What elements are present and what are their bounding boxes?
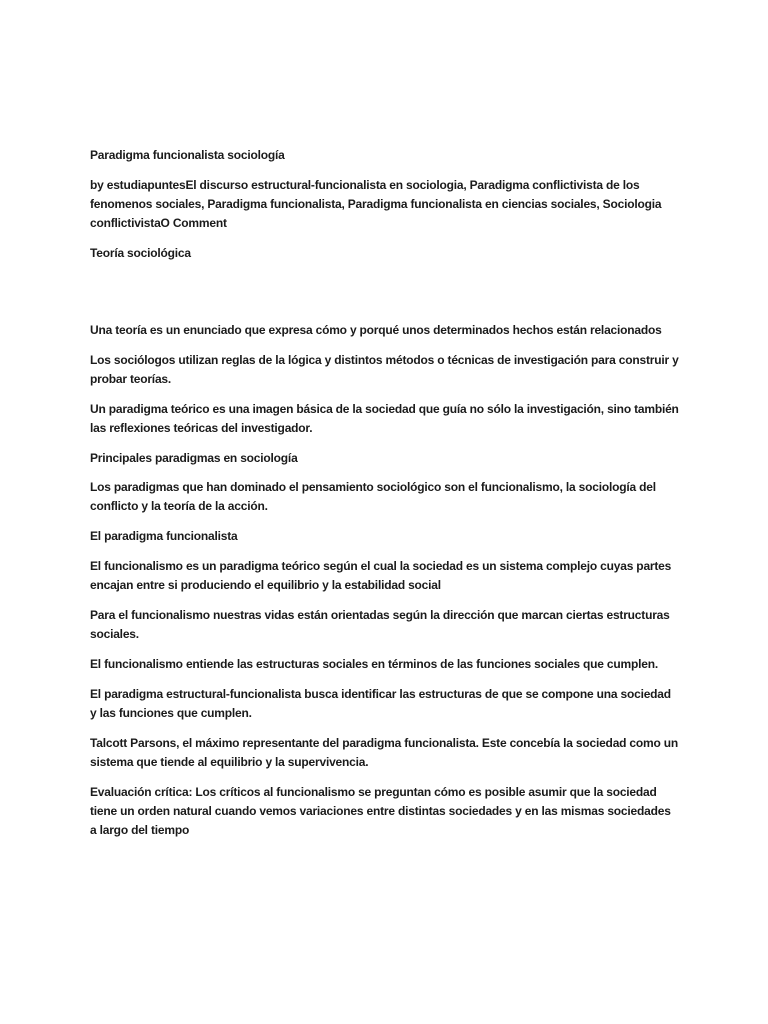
paragraph: Una teoría es un enunciado que expresa cómo y porqué unos determinados hechos están relacionados bbox=[90, 322, 662, 337]
document-content bbox=[90, 146, 680, 851]
heading-teoria-sociologica: Teoría sociológica bbox=[90, 245, 191, 260]
heading-paradigma-funcionalista: El paradigma funcionalista bbox=[90, 529, 238, 544]
document-title: Paradigma funcionalista sociología bbox=[90, 148, 285, 162]
byline-tags: by estudiapuntesEl discurso estructural-funcionalista en sociologia, Paradigma conflictivista de los fenomenos sociales, Paradigma funcionalista, Paradigma funcionalista en ciencias sociales, Sociologia conflictivistaO Comment bbox=[90, 177, 662, 230]
paragraph: El paradigma estructural-funcionalista busca identificar las estructuras de que se compone una sociedad y las funciones que cumplen. bbox=[90, 687, 671, 721]
paragraph: Evaluación crítica: Los críticos al funcionalismo se preguntan cómo es posible asumir que la sociedad tiene un orden natural cuando vemos variaciones entre distintas sociedades y en las mismas sociedades a largo del tiempo bbox=[90, 784, 671, 837]
paragraph: El funcionalismo es un paradigma teórico según el cual la sociedad es un sistema complejo cuyas partes encajan entre si produciendo el equilibrio y la estabilidad social bbox=[90, 559, 672, 593]
paragraph: Los sociólogos utilizan reglas de la lógica y distintos métodos o técnicas de investigación para construir y probar teorías. bbox=[90, 352, 679, 386]
paragraph: Los paradigmas que han dominado el pensamiento sociológico son el funcionalismo, la sociología del conflicto y la teoría de la acción. bbox=[90, 480, 656, 514]
heading-principales-paradigmas: Principales paradigmas en sociología bbox=[90, 450, 298, 465]
paragraph: Un paradigma teórico es una imagen básica de la sociedad que guía no sólo la investigación, sino también las reflexiones teóricas del investigador. bbox=[90, 401, 679, 435]
paragraph: El funcionalismo entiende las estructuras sociales en términos de las funciones sociales que cumplen. bbox=[90, 657, 658, 672]
paragraph: Talcott Parsons, el máximo representante del paradigma funcionalista. Este concebía la sociedad como un sistema que tiende al equilibrio y la supervivencia. bbox=[90, 736, 679, 769]
paragraph: Para el funcionalismo nuestras vidas están orientadas según la dirección que marcan ciertas estructuras sociales. bbox=[90, 608, 670, 642]
